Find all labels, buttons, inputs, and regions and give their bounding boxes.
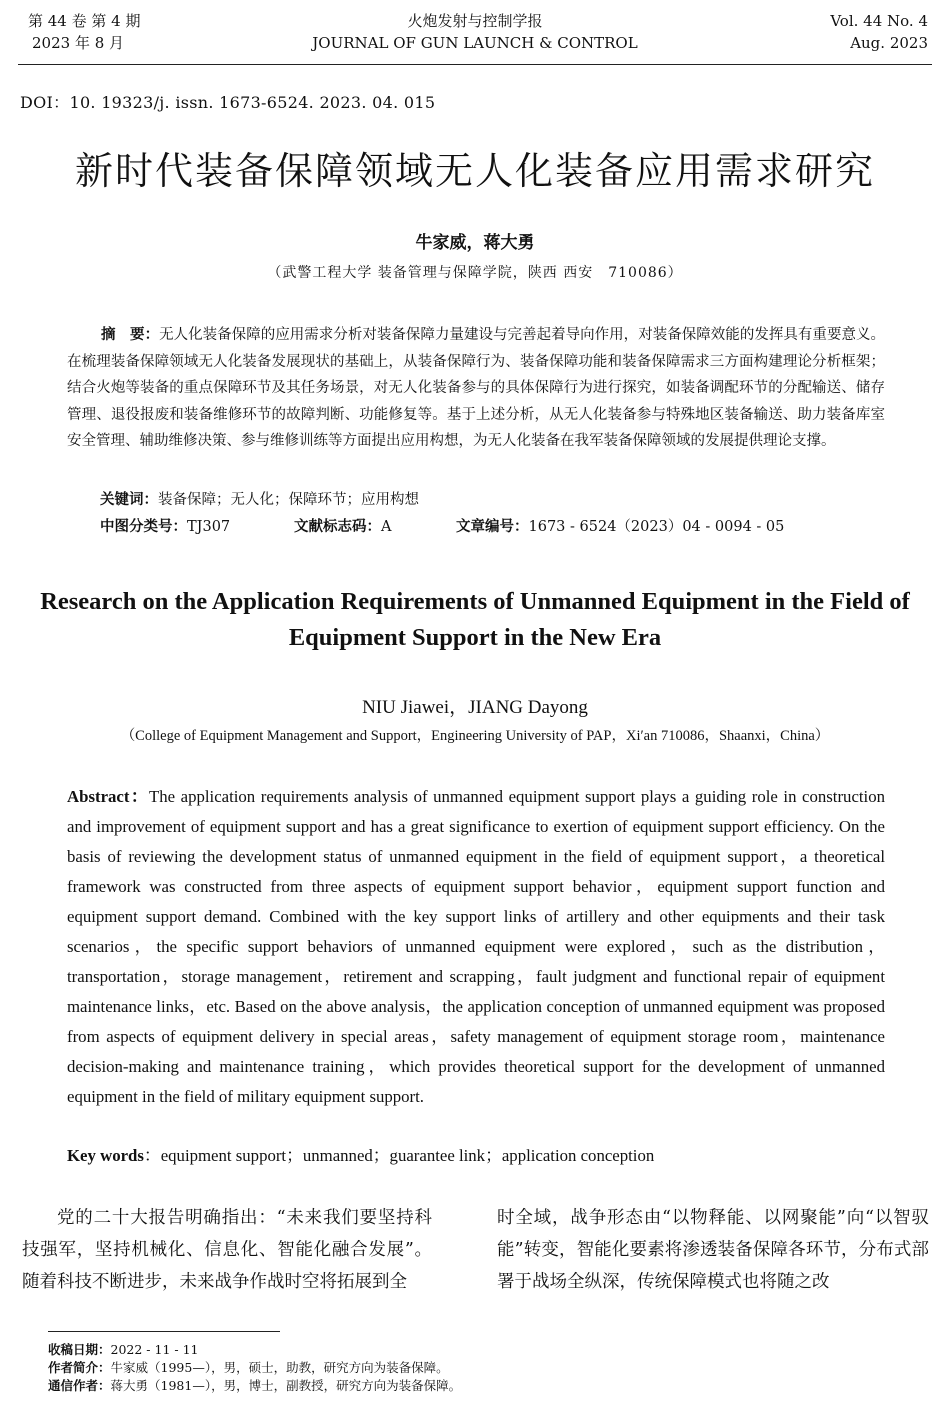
journal-name-en: JOURNAL OF GUN LAUNCH & CONTROL	[312, 34, 638, 52]
abstract-cn	[67, 322, 885, 455]
paper-title-en: Research on the Application Requirements of Unmanned Equipment in the Field of Equipment Support in the New Era	[40, 588, 910, 651]
publication-date-cn: 2023 年 8 月	[32, 34, 125, 52]
keywords-cn-text: 装备保障；无人化；保障环节；应用构想	[158, 492, 419, 508]
keywords-cn-label: 关键词：	[100, 492, 158, 508]
body-column-left: 党的二十大报告明确指出：“未来我们要坚持科技强军，坚持机械化、信息化、智能化融合发展”。随着科技不断进步，未来战争作战时空将拓展到全	[22, 1208, 432, 1292]
footnote-corresponding	[48, 1377, 461, 1394]
abstract-cn-text: 无人化装备保障的应用需求分析对装备保障力量建设与完善起着导向作用，对装备保障效能的发挥具有重要意义。在梳理装备保障领域无人化装备发展现状的基础上，从装备保障行为、装备保障功能和装备保障需求三方面构建理论分析框架；结合火炮等装备的重点保障环节及其任务场景，对无人化装备参与的具体保障行为进行探究，如装备调配环节的分配输送、储存管理、退役报废和装备维修环节的故障判断、功能修复等。基于上述分析，从无人化装备参与特殊地区装备输送、助力装备库室安全管理、辅助维修决策、参与维修训练等方面提出应用构想，为无人化装备在我军装备保障领域的发展提供理论支撑。	[67, 327, 885, 449]
author-bio-value: 牛家威（1995—），男，硕士，助教，研究方向为装备保障。	[110, 1360, 449, 1375]
footnote-author-bio	[48, 1359, 449, 1376]
keywords-en-label: Key words	[67, 1146, 144, 1165]
article-number-label: 文章编号：	[456, 519, 529, 535]
abstract-en	[67, 782, 885, 1112]
abstract-en-label: Abstract：	[67, 787, 149, 806]
article-number-value: 1673 - 6524（2023）04 - 0094 - 05	[528, 519, 785, 535]
article-number	[456, 514, 784, 540]
doc-code-value: A	[381, 519, 392, 535]
footnote-received	[48, 1341, 198, 1358]
header-rule	[18, 64, 932, 65]
author-bio-label: 作者简介：	[48, 1360, 111, 1375]
clc-label: 中图分类号：	[100, 519, 187, 535]
corresponding-label: 通信作者：	[48, 1378, 111, 1393]
clc-value: TJ307	[187, 519, 231, 535]
keywords-cn	[100, 487, 890, 513]
paper-title-cn: 新时代装备保障领域无人化装备应用需求研究	[74, 149, 875, 193]
volume-issue-en: Vol. 44 No. 4	[830, 12, 928, 30]
journal-volume-info-en	[830, 10, 928, 54]
keywords-en-sep: ：	[143, 1146, 161, 1165]
received-value: 2022 - 11 - 11	[110, 1342, 199, 1357]
corresponding-value: 蒋大勇（1981—），男，博士，副教授，研究方向为装备保障。	[110, 1378, 462, 1393]
abstract-en-text: The application requirements analysis of unmanned equipment support plays a guiding role in construction and improvement of equipment support and has a great significance to exertion of equipment support efficiency. On the basis of reviewing the development status of unmanned equipment in the field of equipment support，a theoretical framework was constructed from three aspects of equipment support behavior，equipment support function and equipment support demand. Combined with the key support links of artillery and other equipments and their task scenarios，the specific support behaviors of unmanned equipment were explored，such as the distribution，transportation，storage management，retirement and scrapping，fault judgment and functional repair of equipment maintenance links，etc. Based on the above analysis，the application conception of unmanned equipment was proposed from aspects of equipment delivery in special areas，safety management of equipment storage room，maintenance decision-making and maintenance training，which provides theoretical support for the development of unmanned equipment in the field of military equipment support.	[67, 787, 885, 1106]
authors-cn: 牛家威，蒋大勇	[415, 233, 535, 253]
doc-code-label: 文献标志码：	[294, 519, 381, 535]
abstract-cn-label: 摘 要：	[101, 327, 160, 343]
document-code	[294, 514, 391, 540]
keywords-en	[67, 1141, 885, 1171]
affiliation-en: （College of Equipment Management and Support，Engineering University of PAP，Xi′an 710086，Shaanxi，China）	[120, 728, 830, 744]
body-column-right: 时全域，战争形态由“以物释能、以网聚能”向“以智驭能”转变，智能化要素将渗透装备保障各环节，分布式部署于战场全纵深，传统保障模式也将随之改	[497, 1208, 929, 1292]
doi: DOI：10. 19323/j. issn. 1673-6524. 2023. 04. 015	[20, 93, 436, 112]
journal-name-cn: 火炮发射与控制学报	[407, 12, 543, 30]
volume-issue: 第 44 卷 第 4 期	[28, 12, 141, 30]
journal-name	[0, 10, 950, 54]
publication-date-en: Aug. 2023	[850, 34, 928, 52]
clc-number	[100, 514, 230, 540]
affiliation-cn: （武警工程大学 装备管理与保障学院，陕西 西安 710086）	[267, 265, 683, 281]
keywords-en-text: equipment support；unmanned；guarantee link；application conception	[160, 1146, 655, 1165]
footnote-rule	[48, 1331, 280, 1332]
authors-en: NIU Jiawei，JIANG Dayong	[362, 697, 588, 718]
received-label: 收稿日期：	[48, 1342, 111, 1357]
